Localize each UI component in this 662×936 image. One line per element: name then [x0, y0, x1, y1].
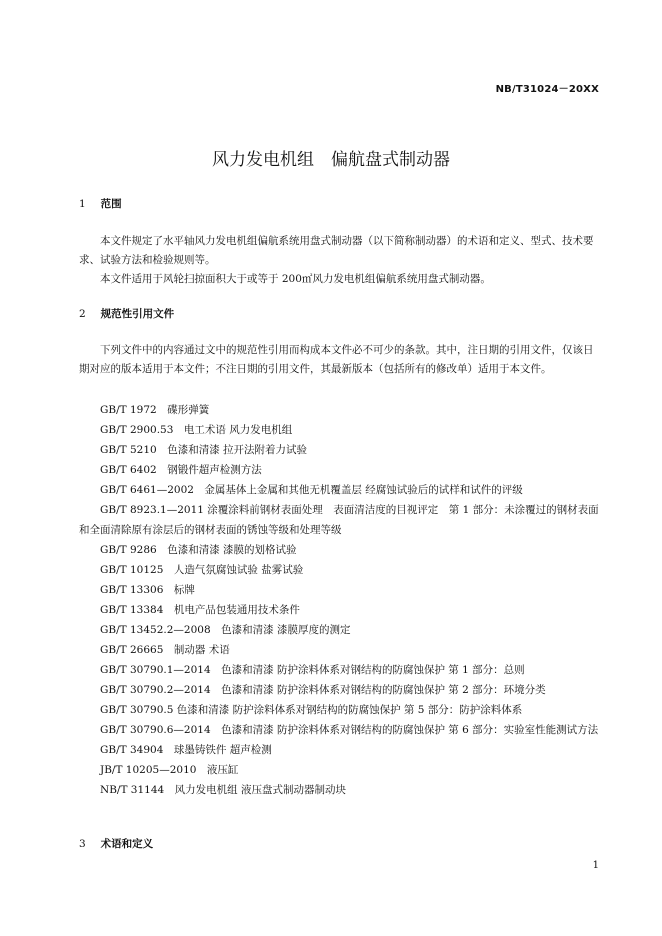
reference-item: GB/T 6461—2002 金属基体上金属和其他无机覆盖层 经腐蚀试验后的试样和试件的评级 — [100, 484, 523, 496]
reference-item: GB/T 2900.53 电工术语 风力发电机组 — [100, 424, 293, 436]
reference-item: GB/T 26665 制动器 术语 — [100, 644, 230, 656]
section-2-number: 2 — [79, 308, 86, 320]
section-3-number: 3 — [79, 838, 86, 850]
section-3-heading — [79, 836, 153, 851]
reference-item: GB/T 13384 机电产品包装通用技术条件 — [100, 604, 300, 616]
section-2-heading — [79, 306, 174, 321]
scope-paragraph-2: 本文件适用于风轮扫掠面积大于或等于 200㎡风力发电机组偏航系统用盘式制动器。 — [100, 273, 491, 285]
section-1-title: 范围 — [100, 198, 122, 210]
reference-item: GB/T 1972 碟形弹簧 — [100, 404, 210, 416]
page-number: 1 — [592, 860, 599, 871]
reference-item: JB/T 10205—2010 液压缸 — [100, 764, 239, 776]
reference-item: GB/T 8923.1—2011 涂覆涂料前钢材表面处理 表面清洁度的目视评定 第 1 部分：未涂覆过的钢材表面和全面清除原有涂层后的钢材表面的锈蚀等级和处理等级 — [79, 504, 599, 536]
reference-item: GB/T 30790.1—2014 色漆和清漆 防护涂料体系对钢结构的防腐蚀保护 第 1 部分：总则 — [100, 664, 525, 676]
reference-item: GB/T 13452.2—2008 色漆和清漆 漆膜厚度的测定 — [100, 624, 351, 636]
section-1-heading — [79, 196, 122, 211]
references-intro: 下列文件中的内容通过文中的规范性引用而构成本文件必不可少的条款。其中，注日期的引用文件，仅该日期对应的版本适用于本文件；不注日期的引用文件，其最新版本（包括所有的修改单）适用于本文件。 — [79, 344, 594, 375]
section-3-title: 术语和定义 — [100, 838, 154, 850]
section-2-title: 规范性引用文件 — [100, 308, 175, 320]
section-1-number: 1 — [79, 198, 86, 210]
reference-item: GB/T 13306 标牌 — [100, 584, 195, 596]
reference-list — [79, 400, 599, 800]
reference-item: GB/T 30790.2—2014 色漆和清漆 防护涂料体系对钢结构的防腐蚀保护 第 2 部分：环境分类 — [100, 684, 546, 696]
document-number: NB/T31024－20XX — [495, 84, 599, 95]
reference-item: GB/T 10125 人造气氛腐蚀试验 盐雾试验 — [100, 564, 304, 576]
reference-item: GB/T 6402 钢锻件超声检测方法 — [100, 464, 262, 476]
document-title: 风力发电机组 偏航盘式制动器 — [212, 150, 450, 170]
reference-item: GB/T 5210 色漆和清漆 拉开法附着力试验 — [100, 444, 308, 456]
reference-item: GB/T 34904 球墨铸铁件 超声检测 — [100, 744, 272, 756]
reference-item: GB/T 30790.5 色漆和清漆 防护涂料体系对钢结构的防腐蚀保护 第 5 部分：防护涂料体系 — [100, 704, 523, 716]
reference-item: GB/T 9286 色漆和清漆 漆膜的划格试验 — [100, 544, 297, 556]
scope-paragraph-1: 本文件规定了水平轴风力发电机组偏航系统用盘式制动器（以下简称制动器）的术语和定义、型式、技术要求、试验方法和检验规则等。 — [79, 235, 594, 266]
reference-item: GB/T 30790.6—2014 色漆和清漆 防护涂料体系对钢结构的防腐蚀保护 第 6 部分：实验室性能测试方法 — [100, 724, 599, 736]
reference-item: NB/T 31144 风力发电机组 液压盘式制动器制动块 — [100, 784, 347, 796]
